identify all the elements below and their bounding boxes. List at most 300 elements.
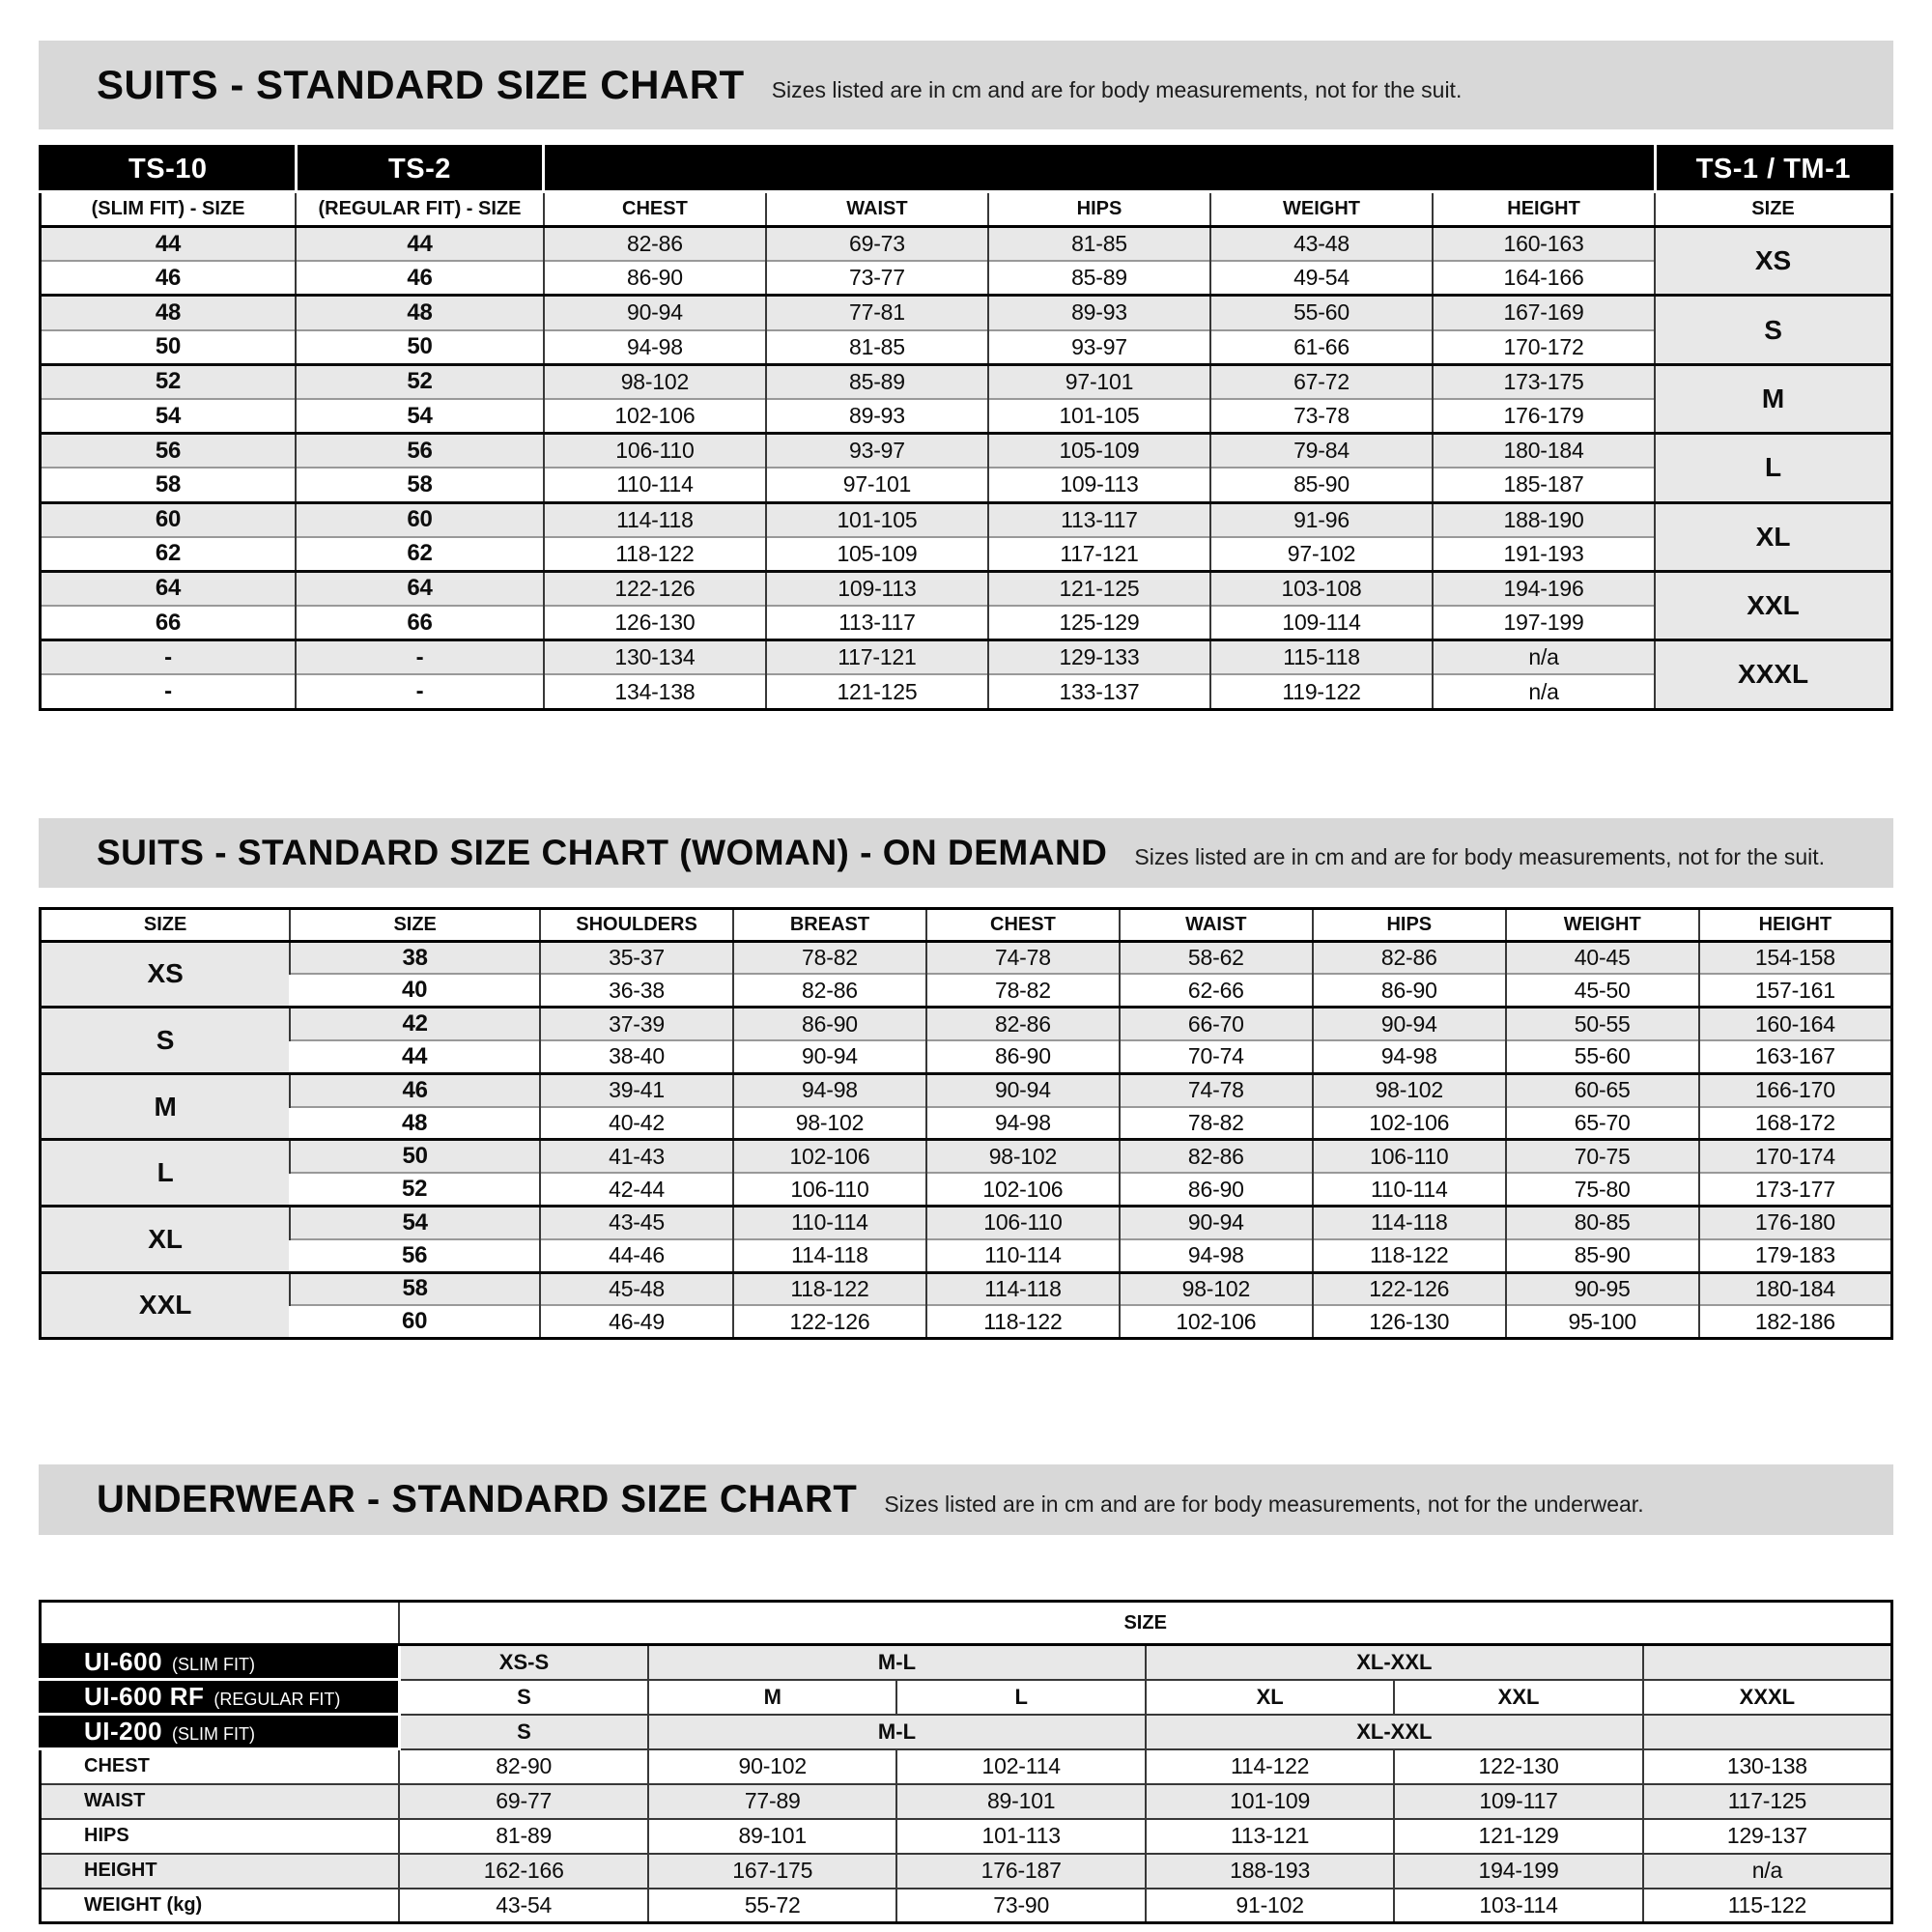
size-cell: 52: [41, 364, 297, 399]
size-cell: 46: [41, 261, 297, 296]
size-cell: 48: [290, 1107, 540, 1140]
measure-cell: 105-109: [988, 434, 1210, 469]
size-cell: 44: [290, 1040, 540, 1073]
measure-cell: 55-60: [1210, 296, 1433, 330]
measure-cell: 188-193: [1146, 1854, 1394, 1889]
size-row: [41, 571, 1892, 606]
measure-cell: 170-172: [1433, 330, 1655, 365]
men-table-body: [41, 227, 1892, 710]
size-cell: 50: [41, 330, 297, 365]
underwear-table-header: [41, 1602, 1892, 1645]
size-row: [41, 1073, 1892, 1106]
measure-row: [41, 1819, 1892, 1854]
size-row: [41, 537, 1892, 572]
measure-cell: 166-170: [1699, 1073, 1892, 1106]
size-cell: 54: [41, 399, 297, 434]
measure-cell: 89-93: [766, 399, 988, 434]
measure-cell: 109-113: [766, 571, 988, 606]
measure-cell: 160-164: [1699, 1008, 1892, 1040]
model-fit: (REGULAR FIT): [213, 1690, 341, 1710]
size-row: [41, 606, 1892, 640]
size-row: [41, 1008, 1892, 1040]
measure-cell: 94-98: [1120, 1239, 1313, 1272]
measure-cell: 55-72: [648, 1889, 896, 1923]
measure-cell: 46-49: [540, 1305, 733, 1338]
measure-cell: 81-89: [399, 1819, 648, 1854]
size-cell: 58: [296, 468, 544, 502]
size-cell: 50: [290, 1140, 540, 1173]
size-cell: 64: [296, 571, 544, 606]
size-row: [41, 1140, 1892, 1173]
measure-row: [41, 1749, 1892, 1784]
size-cell: 56: [41, 434, 297, 469]
measure-cell: 167-175: [648, 1854, 896, 1889]
size-row: [41, 1272, 1892, 1305]
size-cell: 54: [290, 1207, 540, 1239]
women-section-subtitle: Sizes listed are in cm and are for body measurements, not for the suit.: [1134, 844, 1826, 870]
measure-cell: 94-98: [733, 1073, 926, 1106]
size-row: [41, 1207, 1892, 1239]
measure-cell: 110-114: [926, 1239, 1120, 1272]
measure-cell: 98-102: [544, 364, 766, 399]
measure-cell: 94-98: [544, 330, 766, 365]
measure-cell: 66-70: [1120, 1008, 1313, 1040]
size-group-cell: L: [1655, 434, 1891, 502]
measure-cell: 90-94: [1313, 1008, 1506, 1040]
measure-cell: 85-90: [1506, 1239, 1699, 1272]
measure-cell: 114-118: [544, 502, 766, 537]
underwear-section-subtitle: Sizes listed are in cm and are for body measurements, not for the underwear.: [884, 1492, 1644, 1518]
measure-cell: 115-118: [1210, 640, 1433, 675]
underwear-table-body: [41, 1645, 1892, 1923]
ts10-header: TS-10: [41, 147, 297, 192]
size-cell: 46: [290, 1073, 540, 1106]
size-group-cell: XXL: [41, 1272, 291, 1339]
measure-cell: 194-199: [1394, 1854, 1642, 1889]
measure-row: [41, 1784, 1892, 1819]
size-span-cell: L: [896, 1680, 1145, 1715]
measure-cell: 121-129: [1394, 1819, 1642, 1854]
measure-cell: 44-46: [540, 1239, 733, 1272]
measure-cell: 41-43: [540, 1140, 733, 1173]
size-row: [41, 1040, 1892, 1073]
measure-cell: 90-95: [1506, 1272, 1699, 1305]
size-row: [41, 330, 1892, 365]
measure-label-cell: HIPS: [41, 1819, 400, 1854]
measure-cell: 86-90: [1313, 974, 1506, 1007]
size-cell: -: [41, 674, 297, 709]
measure-cell: 102-114: [896, 1749, 1145, 1784]
measure-cell: 94-98: [1313, 1040, 1506, 1073]
model-header-row: [41, 147, 1892, 192]
measure-cell: 98-102: [733, 1107, 926, 1140]
measure-cell: 113-117: [988, 502, 1210, 537]
measure-cell: 115-122: [1643, 1889, 1892, 1923]
measure-cell: 62-66: [1120, 974, 1313, 1007]
measure-cell: 118-122: [544, 537, 766, 572]
measure-label-cell: HEIGHT: [41, 1854, 400, 1889]
measure-cell: 182-186: [1699, 1305, 1892, 1338]
measure-cell: 97-101: [766, 468, 988, 502]
measure-label-cell: CHEST: [41, 1749, 400, 1784]
ts1-tm1-header: TS-1 / TM-1: [1655, 147, 1891, 192]
measure-cell: 61-66: [1210, 330, 1433, 365]
measure-cell: 133-137: [988, 674, 1210, 709]
size-span-cell: [1643, 1645, 1892, 1680]
column-header: HIPS: [1313, 908, 1506, 941]
measure-cell: 85-89: [766, 364, 988, 399]
measure-cell: 102-106: [544, 399, 766, 434]
size-cell: 62: [296, 537, 544, 572]
measure-cell: 86-90: [733, 1008, 926, 1040]
measure-cell: 180-184: [1433, 434, 1655, 469]
measure-cell: 40-45: [1506, 941, 1699, 974]
measure-cell: 126-130: [544, 606, 766, 640]
size-row: [41, 364, 1892, 399]
measure-cell: 43-48: [1210, 227, 1433, 262]
measure-cell: 81-85: [988, 227, 1210, 262]
measure-cell: 58-62: [1120, 941, 1313, 974]
size-cell: 50: [296, 330, 544, 365]
measure-cell: 170-174: [1699, 1140, 1892, 1173]
size-row: [41, 974, 1892, 1007]
women-size-table: [39, 907, 1893, 1341]
measure-cell: 129-133: [988, 640, 1210, 675]
size-span-cell: S: [399, 1715, 648, 1749]
size-group-cell: XL: [1655, 502, 1891, 571]
measure-cell: 70-74: [1120, 1040, 1313, 1073]
measure-cell: 90-102: [648, 1749, 896, 1784]
column-header: SIZE: [290, 908, 540, 941]
measure-cell: 43-54: [399, 1889, 648, 1923]
size-cell: 44: [296, 227, 544, 262]
measure-cell: 36-38: [540, 974, 733, 1007]
measure-cell: 122-126: [733, 1305, 926, 1338]
measure-cell: 89-101: [648, 1819, 896, 1854]
measure-cell: 80-85: [1506, 1207, 1699, 1239]
measure-cell: 106-110: [733, 1173, 926, 1206]
measure-cell: 55-60: [1506, 1040, 1699, 1073]
measure-cell: 167-169: [1433, 296, 1655, 330]
size-span-cell: XL-XXL: [1146, 1645, 1643, 1680]
measure-cell: 39-41: [540, 1073, 733, 1106]
measure-cell: 119-122: [1210, 674, 1433, 709]
measure-cell: 69-73: [766, 227, 988, 262]
column-header-row: [41, 908, 1892, 941]
measure-cell: 180-184: [1699, 1272, 1892, 1305]
size-group-cell: M: [1655, 364, 1891, 433]
model-size-row: [41, 1645, 1892, 1680]
measure-cell: 164-166: [1433, 261, 1655, 296]
measure-cell: 43-45: [540, 1207, 733, 1239]
column-header: WEIGHT: [1210, 192, 1433, 227]
measure-cell: 114-122: [1146, 1749, 1394, 1784]
size-cell: 58: [41, 468, 297, 502]
model-name: UI-600 RF: [84, 1682, 205, 1712]
measure-cell: 102-106: [733, 1140, 926, 1173]
measure-cell: 176-180: [1699, 1207, 1892, 1239]
column-header: (REGULAR FIT) - SIZE: [296, 192, 544, 227]
measure-cell: 86-90: [926, 1040, 1120, 1073]
measure-cell: 77-89: [648, 1784, 896, 1819]
measure-cell: 121-125: [988, 571, 1210, 606]
measure-cell: 90-94: [1120, 1207, 1313, 1239]
size-cell: 62: [41, 537, 297, 572]
measure-cell: 130-134: [544, 640, 766, 675]
size-group-cell: L: [41, 1140, 291, 1207]
column-header: CHEST: [544, 192, 766, 227]
column-header: WAIST: [1120, 908, 1313, 941]
model-name: UI-200: [84, 1717, 163, 1747]
size-row: [41, 296, 1892, 330]
size-cell: 48: [41, 296, 297, 330]
measure-cell: 81-85: [766, 330, 988, 365]
underwear-section-banner: [39, 1464, 1893, 1535]
measure-cell: 69-77: [399, 1784, 648, 1819]
measure-cell: 106-110: [1313, 1140, 1506, 1173]
measure-cell: 73-77: [766, 261, 988, 296]
measure-cell: 35-37: [540, 941, 733, 974]
measure-cell: 154-158: [1699, 941, 1892, 974]
column-header: (SLIM FIT) - SIZE: [41, 192, 297, 227]
measure-cell: 106-110: [544, 434, 766, 469]
size-group-cell: XS: [41, 941, 291, 1008]
measure-cell: 102-106: [1313, 1107, 1506, 1140]
measure-cell: 134-138: [544, 674, 766, 709]
women-table-body: [41, 941, 1892, 1339]
measure-cell: 191-193: [1433, 537, 1655, 572]
measure-cell: 98-102: [1313, 1073, 1506, 1106]
measure-cell: 86-90: [1120, 1173, 1313, 1206]
measure-cell: 106-110: [926, 1207, 1120, 1239]
size-span-cell: [1643, 1715, 1892, 1749]
measure-cell: 188-190: [1433, 502, 1655, 537]
size-span-cell: M: [648, 1680, 896, 1715]
women-section-title: SUITS - STANDARD SIZE CHART (WOMAN) - ON DEMAND: [97, 832, 1108, 872]
measure-cell: 97-101: [988, 364, 1210, 399]
size-cell: -: [296, 674, 544, 709]
size-row: [41, 674, 1892, 709]
column-header: WAIST: [766, 192, 988, 227]
measure-cell: 50-55: [1506, 1008, 1699, 1040]
column-header: HIPS: [988, 192, 1210, 227]
measure-cell: 122-126: [544, 571, 766, 606]
measure-cell: 101-109: [1146, 1784, 1394, 1819]
size-span-cell: M-L: [648, 1715, 1146, 1749]
underwear-section-title: UNDERWEAR - STANDARD SIZE CHART: [97, 1478, 858, 1521]
measure-cell: 79-84: [1210, 434, 1433, 469]
size-span-cell: XXXL: [1643, 1680, 1892, 1715]
measure-cell: 49-54: [1210, 261, 1433, 296]
measure-cell: 160-163: [1433, 227, 1655, 262]
men-size-table: [39, 145, 1893, 711]
measure-cell: n/a: [1433, 640, 1655, 675]
measure-cell: 101-105: [766, 502, 988, 537]
measure-cell: 40-42: [540, 1107, 733, 1140]
size-row: [41, 1173, 1892, 1206]
measure-row: [41, 1854, 1892, 1889]
measure-cell: 185-187: [1433, 468, 1655, 502]
header-black-band: [544, 147, 1655, 192]
model-name: UI-600: [84, 1647, 163, 1677]
size-span-cell: M-L: [648, 1645, 1146, 1680]
size-row: [41, 399, 1892, 434]
column-header: SIZE: [1655, 192, 1891, 227]
measure-cell: 117-121: [988, 537, 1210, 572]
size-group-cell: XXXL: [1655, 640, 1891, 709]
measure-cell: 113-117: [766, 606, 988, 640]
column-header: BREAST: [733, 908, 926, 941]
measure-cell: 114-118: [733, 1239, 926, 1272]
size-cell: 48: [296, 296, 544, 330]
size-span-cell: XL-XXL: [1146, 1715, 1643, 1749]
size-span-cell: S: [399, 1680, 648, 1715]
measure-cell: 110-114: [733, 1207, 926, 1239]
measure-cell: 82-86: [1313, 941, 1506, 974]
size-row: [41, 227, 1892, 262]
measure-cell: 90-94: [544, 296, 766, 330]
measure-cell: 74-78: [1120, 1073, 1313, 1106]
measure-cell: 157-161: [1699, 974, 1892, 1007]
measure-cell: 197-199: [1433, 606, 1655, 640]
women-suits-section: [39, 818, 1893, 1341]
size-cell: 42: [290, 1008, 540, 1040]
model-label-cell: [41, 1715, 400, 1749]
size-row: [41, 261, 1892, 296]
measure-cell: 109-113: [988, 468, 1210, 502]
measure-cell: 78-82: [1120, 1107, 1313, 1140]
measure-cell: 117-121: [766, 640, 988, 675]
measure-cell: 122-126: [1313, 1272, 1506, 1305]
model-fit: (SLIM FIT): [172, 1655, 256, 1675]
measure-cell: 103-114: [1394, 1889, 1642, 1923]
measure-cell: 74-78: [926, 941, 1120, 974]
measure-cell: 114-118: [926, 1272, 1120, 1305]
size-cell: 40: [290, 974, 540, 1007]
measure-cell: 91-102: [1146, 1889, 1394, 1923]
measure-cell: 70-75: [1506, 1140, 1699, 1173]
measure-cell: 60-65: [1506, 1073, 1699, 1106]
measure-cell: 110-114: [544, 468, 766, 502]
column-header-row: [41, 192, 1892, 227]
measure-row: [41, 1889, 1892, 1923]
column-header: SIZE: [41, 908, 291, 941]
measure-cell: 82-86: [1120, 1140, 1313, 1173]
underwear-size-table: [39, 1600, 1893, 1924]
measure-cell: 90-94: [733, 1040, 926, 1073]
size-cell: 38: [290, 941, 540, 974]
measure-cell: 176-179: [1433, 399, 1655, 434]
size-group-cell: XXL: [1655, 571, 1891, 639]
measure-cell: 77-81: [766, 296, 988, 330]
measure-cell: 103-108: [1210, 571, 1433, 606]
measure-cell: 102-106: [926, 1173, 1120, 1206]
size-cell: 60: [290, 1305, 540, 1338]
measure-cell: 179-183: [1699, 1239, 1892, 1272]
measure-cell: 82-86: [544, 227, 766, 262]
measure-cell: 67-72: [1210, 364, 1433, 399]
measure-cell: 73-90: [896, 1889, 1145, 1923]
size-span-cell: XXL: [1394, 1680, 1642, 1715]
measure-cell: 65-70: [1506, 1107, 1699, 1140]
measure-cell: 91-96: [1210, 502, 1433, 537]
measure-cell: 78-82: [926, 974, 1120, 1007]
measure-cell: 73-78: [1210, 399, 1433, 434]
men-suits-section: [39, 41, 1893, 711]
column-header: WEIGHT: [1506, 908, 1699, 941]
size-cell: 58: [290, 1272, 540, 1305]
measure-cell: 125-129: [988, 606, 1210, 640]
measure-cell: 42-44: [540, 1173, 733, 1206]
men-table-header: [41, 147, 1892, 227]
measure-cell: 118-122: [1313, 1239, 1506, 1272]
size-group-cell: S: [41, 1008, 291, 1074]
size-group-cell: XS: [1655, 227, 1891, 296]
measure-cell: 118-122: [926, 1305, 1120, 1338]
column-header: SHOULDERS: [540, 908, 733, 941]
size-cell: 52: [296, 364, 544, 399]
measure-cell: 122-130: [1394, 1749, 1642, 1784]
size-row: [41, 640, 1892, 675]
measure-cell: 85-90: [1210, 468, 1433, 502]
measure-cell: 75-80: [1506, 1173, 1699, 1206]
size-header: SIZE: [399, 1602, 1891, 1645]
measure-cell: 89-93: [988, 296, 1210, 330]
size-row: [41, 1305, 1892, 1338]
size-cell: 56: [290, 1239, 540, 1272]
men-section-subtitle: Sizes listed are in cm and are for body measurements, not for the suit.: [771, 76, 1463, 102]
women-table-header: [41, 908, 1892, 941]
size-cell: 56: [296, 434, 544, 469]
measure-cell: 98-102: [926, 1140, 1120, 1173]
measure-cell: 82-86: [926, 1008, 1120, 1040]
measure-cell: 162-166: [399, 1854, 648, 1889]
measure-cell: 101-105: [988, 399, 1210, 434]
size-row: [41, 1107, 1892, 1140]
size-cell: 54: [296, 399, 544, 434]
model-label-cell: [41, 1645, 400, 1680]
size-cell: 46: [296, 261, 544, 296]
measure-cell: 130-138: [1643, 1749, 1892, 1784]
size-cell: 64: [41, 571, 297, 606]
measure-cell: 101-113: [896, 1819, 1145, 1854]
measure-cell: 173-177: [1699, 1173, 1892, 1206]
measure-cell: 117-125: [1643, 1784, 1892, 1819]
measure-cell: n/a: [1433, 674, 1655, 709]
measure-cell: 98-102: [1120, 1272, 1313, 1305]
measure-cell: 93-97: [766, 434, 988, 469]
size-span-cell: XS-S: [399, 1645, 648, 1680]
size-row: [41, 502, 1892, 537]
measure-cell: 114-118: [1313, 1207, 1506, 1239]
measure-cell: 121-125: [766, 674, 988, 709]
measure-cell: 113-121: [1146, 1819, 1394, 1854]
measure-cell: 93-97: [988, 330, 1210, 365]
column-header: CHEST: [926, 908, 1120, 941]
size-cell: 60: [41, 502, 297, 537]
size-row: [41, 941, 1892, 974]
size-header-row: [41, 1602, 1892, 1645]
size-cell: -: [41, 640, 297, 675]
measure-cell: 85-89: [988, 261, 1210, 296]
measure-cell: 168-172: [1699, 1107, 1892, 1140]
measure-cell: n/a: [1643, 1854, 1892, 1889]
measure-cell: 97-102: [1210, 537, 1433, 572]
size-cell: 44: [41, 227, 297, 262]
size-cell: -: [296, 640, 544, 675]
size-cell: 66: [41, 606, 297, 640]
size-group-cell: XL: [41, 1207, 291, 1273]
